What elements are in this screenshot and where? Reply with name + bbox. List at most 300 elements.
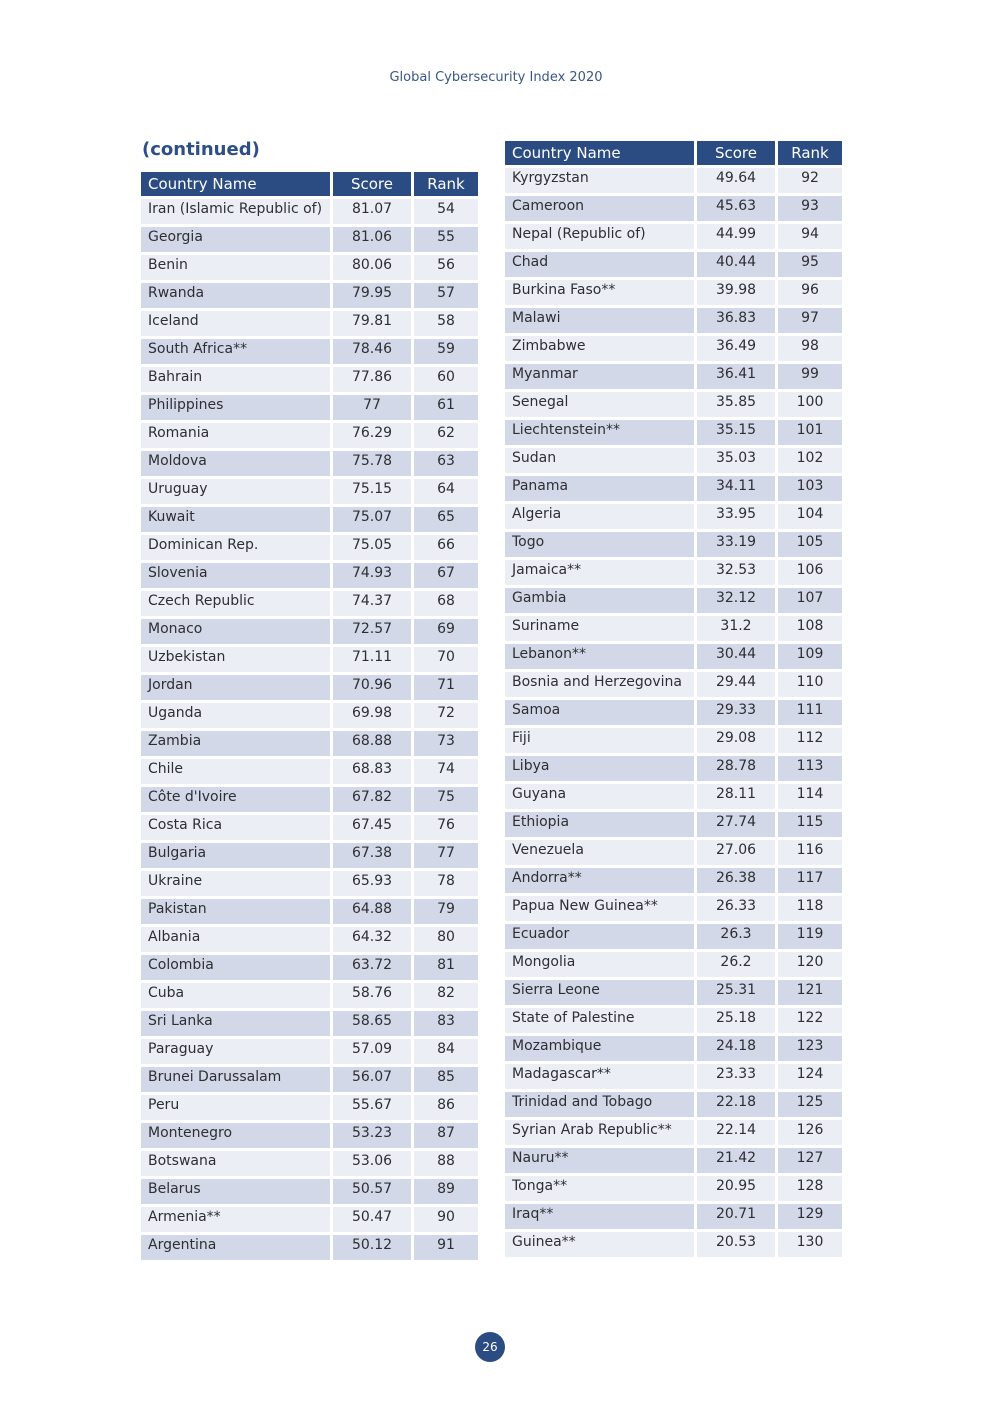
- table-header-row: [505, 141, 842, 165]
- country-cell: Algeria: [505, 504, 694, 529]
- table-row: [141, 1207, 478, 1232]
- rank-cell: 108: [778, 616, 842, 641]
- rank-cell: 74: [414, 759, 478, 784]
- country-cell: State of Palestine: [505, 1008, 694, 1033]
- score-cell: 53.06: [333, 1151, 411, 1176]
- score-cell: 55.67: [333, 1095, 411, 1120]
- rank-cell: 57: [414, 283, 478, 308]
- score-cell: 36.49: [697, 336, 775, 361]
- table-row: [505, 924, 842, 949]
- rank-cell: 125: [778, 1092, 842, 1117]
- rank-cell: 97: [778, 308, 842, 333]
- rank-cell: 104: [778, 504, 842, 529]
- rank-cell: 88: [414, 1151, 478, 1176]
- table-row: [505, 700, 842, 725]
- country-cell: Liechtenstein**: [505, 420, 694, 445]
- rank-cell: 78: [414, 871, 478, 896]
- country-cell: Uzbekistan: [141, 647, 330, 672]
- country-cell: Andorra**: [505, 868, 694, 893]
- rank-cell: 55: [414, 227, 478, 252]
- table-row: [505, 280, 842, 305]
- table-row: [505, 1120, 842, 1145]
- table-row: [505, 672, 842, 697]
- country-cell: Suriname: [505, 616, 694, 641]
- country-cell: Georgia: [141, 227, 330, 252]
- country-cell: Pakistan: [141, 899, 330, 924]
- country-cell: Tonga**: [505, 1176, 694, 1201]
- score-cell: 56.07: [333, 1067, 411, 1092]
- table-row: [141, 591, 478, 616]
- table-row: [505, 364, 842, 389]
- score-cell: 50.47: [333, 1207, 411, 1232]
- score-cell: 28.11: [697, 784, 775, 809]
- score-cell: 78.46: [333, 339, 411, 364]
- rank-cell: 113: [778, 756, 842, 781]
- rank-cell: 62: [414, 423, 478, 448]
- table-row: [141, 339, 478, 364]
- table-row: [141, 703, 478, 728]
- rank-cell: 79: [414, 899, 478, 924]
- rank-cell: 105: [778, 532, 842, 557]
- rank-cell: 98: [778, 336, 842, 361]
- table-row: [505, 560, 842, 585]
- country-cell: Uganda: [141, 703, 330, 728]
- table-row: [505, 896, 842, 921]
- rank-cell: 106: [778, 560, 842, 585]
- country-cell: Panama: [505, 476, 694, 501]
- country-cell: Iceland: [141, 311, 330, 336]
- table-row: [505, 224, 842, 249]
- score-cell: 53.23: [333, 1123, 411, 1148]
- score-cell: 58.76: [333, 983, 411, 1008]
- country-cell: Syrian Arab Republic**: [505, 1120, 694, 1145]
- table-row: [141, 255, 478, 280]
- score-cell: 35.85: [697, 392, 775, 417]
- score-cell: 79.81: [333, 311, 411, 336]
- table-row: [505, 1148, 842, 1173]
- rank-cell: 67: [414, 563, 478, 588]
- score-cell: 39.98: [697, 280, 775, 305]
- country-cell: Bulgaria: [141, 843, 330, 868]
- table-row: [141, 1095, 478, 1120]
- country-cell: Chile: [141, 759, 330, 784]
- score-cell: 20.53: [697, 1232, 775, 1257]
- table-row: [505, 392, 842, 417]
- table-row: [141, 199, 478, 224]
- table-row: [505, 448, 842, 473]
- table-row: [505, 336, 842, 361]
- score-cell: 26.2: [697, 952, 775, 977]
- table-row: [141, 955, 478, 980]
- rank-cell: 130: [778, 1232, 842, 1257]
- country-cell: Myanmar: [505, 364, 694, 389]
- country-cell: Botswana: [141, 1151, 330, 1176]
- score-cell: 29.33: [697, 700, 775, 725]
- rank-cell: 116: [778, 840, 842, 865]
- score-cell: 77: [333, 395, 411, 420]
- country-cell: Trinidad and Tobago: [505, 1092, 694, 1117]
- score-cell: 71.11: [333, 647, 411, 672]
- table-row: [505, 728, 842, 753]
- column-header-score: Score: [333, 172, 411, 196]
- score-cell: 81.07: [333, 199, 411, 224]
- score-cell: 64.32: [333, 927, 411, 952]
- table-row: [505, 196, 842, 221]
- rank-cell: 73: [414, 731, 478, 756]
- table-row: [505, 308, 842, 333]
- country-cell: Ukraine: [141, 871, 330, 896]
- score-cell: 35.15: [697, 420, 775, 445]
- rank-cell: 121: [778, 980, 842, 1005]
- score-cell: 36.41: [697, 364, 775, 389]
- rank-cell: 76: [414, 815, 478, 840]
- table-row: [505, 168, 842, 193]
- table-row: [505, 812, 842, 837]
- table-row: [505, 1232, 842, 1257]
- rank-cell: 101: [778, 420, 842, 445]
- table-row: [141, 647, 478, 672]
- table-row: [141, 983, 478, 1008]
- table-row: [505, 756, 842, 781]
- country-cell: Kyrgyzstan: [505, 168, 694, 193]
- rank-cell: 107: [778, 588, 842, 613]
- country-cell: Costa Rica: [141, 815, 330, 840]
- rank-cell: 99: [778, 364, 842, 389]
- rank-cell: 92: [778, 168, 842, 193]
- country-cell: Libya: [505, 756, 694, 781]
- score-cell: 28.78: [697, 756, 775, 781]
- score-cell: 67.45: [333, 815, 411, 840]
- continued-label: (continued): [142, 139, 260, 160]
- table-body-left: [141, 199, 478, 1260]
- country-cell: Czech Republic: [141, 591, 330, 616]
- table-row: [505, 504, 842, 529]
- country-cell: Cameroon: [505, 196, 694, 221]
- score-cell: 70.96: [333, 675, 411, 700]
- score-cell: 75.05: [333, 535, 411, 560]
- country-cell: Togo: [505, 532, 694, 557]
- table-row: [141, 1011, 478, 1036]
- table-row: [141, 535, 478, 560]
- score-cell: 68.83: [333, 759, 411, 784]
- table-row: [505, 784, 842, 809]
- score-cell: 67.82: [333, 787, 411, 812]
- country-cell: Sierra Leone: [505, 980, 694, 1005]
- score-cell: 26.38: [697, 868, 775, 893]
- score-cell: 50.12: [333, 1235, 411, 1260]
- table-row: [141, 843, 478, 868]
- country-cell: Fiji: [505, 728, 694, 753]
- country-cell: Burkina Faso**: [505, 280, 694, 305]
- score-cell: 29.08: [697, 728, 775, 753]
- rank-cell: 64: [414, 479, 478, 504]
- rank-cell: 61: [414, 395, 478, 420]
- rank-cell: 117: [778, 868, 842, 893]
- rank-cell: 114: [778, 784, 842, 809]
- rank-cell: 129: [778, 1204, 842, 1229]
- country-cell: Gambia: [505, 588, 694, 613]
- score-cell: 74.37: [333, 591, 411, 616]
- score-cell: 58.65: [333, 1011, 411, 1036]
- column-header-rank: Rank: [778, 141, 842, 165]
- table-row: [505, 252, 842, 277]
- page-number-badge: 26: [475, 1332, 505, 1362]
- rank-cell: 84: [414, 1039, 478, 1064]
- table-row: [505, 1036, 842, 1061]
- score-cell: 75.07: [333, 507, 411, 532]
- column-header-score: Score: [697, 141, 775, 165]
- table-row: [141, 1151, 478, 1176]
- rank-cell: 115: [778, 812, 842, 837]
- country-cell: Zimbabwe: [505, 336, 694, 361]
- score-cell: 63.72: [333, 955, 411, 980]
- score-cell: 20.71: [697, 1204, 775, 1229]
- rank-cell: 54: [414, 199, 478, 224]
- rank-cell: 122: [778, 1008, 842, 1033]
- score-cell: 50.57: [333, 1179, 411, 1204]
- score-cell: 25.31: [697, 980, 775, 1005]
- country-cell: Nepal (Republic of): [505, 224, 694, 249]
- table-row: [505, 980, 842, 1005]
- score-cell: 72.57: [333, 619, 411, 644]
- rank-cell: 65: [414, 507, 478, 532]
- country-cell: Mozambique: [505, 1036, 694, 1061]
- rank-cell: 72: [414, 703, 478, 728]
- score-cell: 26.3: [697, 924, 775, 949]
- score-cell: 32.12: [697, 588, 775, 613]
- column-header-rank: Rank: [414, 172, 478, 196]
- rank-cell: 81: [414, 955, 478, 980]
- rank-cell: 63: [414, 451, 478, 476]
- ranking-table-left: [138, 169, 481, 1263]
- score-cell: 65.93: [333, 871, 411, 896]
- country-cell: Ecuador: [505, 924, 694, 949]
- country-cell: Chad: [505, 252, 694, 277]
- table-row: [505, 420, 842, 445]
- country-cell: Nauru**: [505, 1148, 694, 1173]
- table-row: [505, 588, 842, 613]
- table-row: [141, 311, 478, 336]
- score-cell: 68.88: [333, 731, 411, 756]
- country-cell: Senegal: [505, 392, 694, 417]
- table-row: [505, 476, 842, 501]
- rank-cell: 91: [414, 1235, 478, 1260]
- rank-cell: 75: [414, 787, 478, 812]
- score-cell: 20.95: [697, 1176, 775, 1201]
- score-cell: 24.18: [697, 1036, 775, 1061]
- country-cell: Guinea**: [505, 1232, 694, 1257]
- rank-cell: 110: [778, 672, 842, 697]
- table-row: [141, 619, 478, 644]
- score-cell: 35.03: [697, 448, 775, 473]
- table-header-row: [141, 172, 478, 196]
- rank-cell: 86: [414, 1095, 478, 1120]
- country-cell: Peru: [141, 1095, 330, 1120]
- table-row: [141, 759, 478, 784]
- score-cell: 40.44: [697, 252, 775, 277]
- rank-cell: 112: [778, 728, 842, 753]
- table-row: [505, 1092, 842, 1117]
- score-cell: 21.42: [697, 1148, 775, 1173]
- country-cell: Romania: [141, 423, 330, 448]
- rank-cell: 59: [414, 339, 478, 364]
- score-cell: 34.11: [697, 476, 775, 501]
- table-row: [505, 616, 842, 641]
- country-cell: Guyana: [505, 784, 694, 809]
- country-cell: Iran (Islamic Republic of): [141, 199, 330, 224]
- table-row: [141, 563, 478, 588]
- ranking-table-right: [502, 138, 845, 1260]
- rank-cell: 127: [778, 1148, 842, 1173]
- country-cell: Colombia: [141, 955, 330, 980]
- rank-cell: 120: [778, 952, 842, 977]
- table-row: [141, 1067, 478, 1092]
- table-row: [141, 507, 478, 532]
- rank-cell: 82: [414, 983, 478, 1008]
- country-cell: Jordan: [141, 675, 330, 700]
- rank-cell: 70: [414, 647, 478, 672]
- country-cell: Jamaica**: [505, 560, 694, 585]
- score-cell: 23.33: [697, 1064, 775, 1089]
- country-cell: Belarus: [141, 1179, 330, 1204]
- score-cell: 45.63: [697, 196, 775, 221]
- country-cell: Monaco: [141, 619, 330, 644]
- score-cell: 74.93: [333, 563, 411, 588]
- country-cell: Zambia: [141, 731, 330, 756]
- column-header-country: Country Name: [505, 141, 694, 165]
- score-cell: 22.18: [697, 1092, 775, 1117]
- score-cell: 36.83: [697, 308, 775, 333]
- table-row: [141, 731, 478, 756]
- rank-cell: 89: [414, 1179, 478, 1204]
- table-row: [141, 227, 478, 252]
- score-cell: 31.2: [697, 616, 775, 641]
- country-cell: Dominican Rep.: [141, 535, 330, 560]
- country-cell: Sri Lanka: [141, 1011, 330, 1036]
- country-cell: Ethiopia: [505, 812, 694, 837]
- running-header: Global Cybersecurity Index 2020: [389, 70, 603, 85]
- rank-cell: 85: [414, 1067, 478, 1092]
- rank-cell: 87: [414, 1123, 478, 1148]
- table-row: [141, 451, 478, 476]
- country-cell: Samoa: [505, 700, 694, 725]
- score-cell: 27.74: [697, 812, 775, 837]
- country-cell: Bosnia and Herzegovina: [505, 672, 694, 697]
- rank-cell: 68: [414, 591, 478, 616]
- score-cell: 49.64: [697, 168, 775, 193]
- table-row: [141, 423, 478, 448]
- country-cell: Iraq**: [505, 1204, 694, 1229]
- score-cell: 81.06: [333, 227, 411, 252]
- table-body-right: [505, 168, 842, 1257]
- rank-cell: 102: [778, 448, 842, 473]
- table-row: [141, 479, 478, 504]
- country-cell: Uruguay: [141, 479, 330, 504]
- country-cell: Benin: [141, 255, 330, 280]
- score-cell: 33.95: [697, 504, 775, 529]
- country-cell: South Africa**: [141, 339, 330, 364]
- table-row: [141, 283, 478, 308]
- table-row: [505, 1064, 842, 1089]
- country-cell: Albania: [141, 927, 330, 952]
- table-row: [141, 1235, 478, 1260]
- score-cell: 22.14: [697, 1120, 775, 1145]
- rank-cell: 126: [778, 1120, 842, 1145]
- country-cell: Brunei Darussalam: [141, 1067, 330, 1092]
- score-cell: 26.33: [697, 896, 775, 921]
- country-cell: Philippines: [141, 395, 330, 420]
- country-cell: Bahrain: [141, 367, 330, 392]
- rank-cell: 119: [778, 924, 842, 949]
- rank-cell: 58: [414, 311, 478, 336]
- score-cell: 33.19: [697, 532, 775, 557]
- score-cell: 25.18: [697, 1008, 775, 1033]
- country-cell: Paraguay: [141, 1039, 330, 1064]
- table-row: [141, 871, 478, 896]
- rank-cell: 90: [414, 1207, 478, 1232]
- rank-cell: 111: [778, 700, 842, 725]
- table-row: [505, 1008, 842, 1033]
- table-row: [505, 1204, 842, 1229]
- score-cell: 79.95: [333, 283, 411, 308]
- score-cell: 64.88: [333, 899, 411, 924]
- country-cell: Kuwait: [141, 507, 330, 532]
- country-cell: Moldova: [141, 451, 330, 476]
- score-cell: 75.78: [333, 451, 411, 476]
- country-cell: Argentina: [141, 1235, 330, 1260]
- score-cell: 77.86: [333, 367, 411, 392]
- rank-cell: 71: [414, 675, 478, 700]
- rank-cell: 93: [778, 196, 842, 221]
- table-row: [505, 868, 842, 893]
- country-cell: Madagascar**: [505, 1064, 694, 1089]
- country-cell: Venezuela: [505, 840, 694, 865]
- country-cell: Mongolia: [505, 952, 694, 977]
- rank-cell: 69: [414, 619, 478, 644]
- rank-cell: 56: [414, 255, 478, 280]
- table-row: [141, 787, 478, 812]
- rank-cell: 66: [414, 535, 478, 560]
- score-cell: 69.98: [333, 703, 411, 728]
- country-cell: Côte d'Ivoire: [141, 787, 330, 812]
- country-cell: Montenegro: [141, 1123, 330, 1148]
- table-row: [141, 675, 478, 700]
- rank-cell: 103: [778, 476, 842, 501]
- column-header-country: Country Name: [141, 172, 330, 196]
- country-cell: Sudan: [505, 448, 694, 473]
- table-row: [141, 899, 478, 924]
- rank-cell: 94: [778, 224, 842, 249]
- country-cell: Armenia**: [141, 1207, 330, 1232]
- score-cell: 80.06: [333, 255, 411, 280]
- rank-cell: 100: [778, 392, 842, 417]
- country-cell: Malawi: [505, 308, 694, 333]
- table-row: [141, 395, 478, 420]
- country-cell: Rwanda: [141, 283, 330, 308]
- rank-cell: 118: [778, 896, 842, 921]
- score-cell: 67.38: [333, 843, 411, 868]
- score-cell: 27.06: [697, 840, 775, 865]
- score-cell: 30.44: [697, 644, 775, 669]
- table-row: [505, 532, 842, 557]
- rank-cell: 124: [778, 1064, 842, 1089]
- country-cell: Slovenia: [141, 563, 330, 588]
- table-row: [141, 815, 478, 840]
- rank-cell: 77: [414, 843, 478, 868]
- country-cell: Cuba: [141, 983, 330, 1008]
- rank-cell: 109: [778, 644, 842, 669]
- rank-cell: 60: [414, 367, 478, 392]
